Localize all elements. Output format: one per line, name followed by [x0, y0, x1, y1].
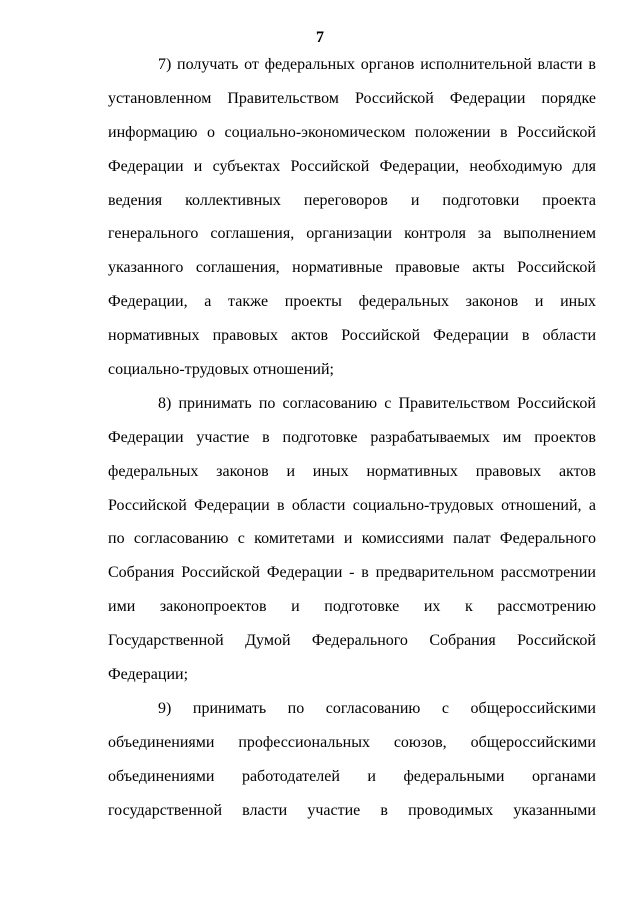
- word: федеральных: [108, 462, 199, 480]
- word: в: [588, 56, 596, 73]
- word: объединениями: [108, 767, 215, 785]
- word: их: [423, 598, 441, 616]
- word: Собрания: [108, 564, 175, 582]
- word: по: [287, 699, 305, 717]
- word: 7): [158, 56, 172, 73]
- text-line: [108, 556, 596, 590]
- word: переговоров: [303, 191, 388, 209]
- word: генерального: [108, 225, 199, 243]
- word: Российской: [517, 394, 596, 412]
- word: и: [343, 530, 353, 548]
- word: комиссиями: [361, 530, 444, 548]
- word: Федерального: [499, 530, 596, 548]
- word: правовых: [212, 327, 278, 345]
- word: правовых: [475, 462, 542, 480]
- word: нормативных: [366, 462, 458, 480]
- paragraph: [108, 48, 596, 387]
- text-line: [108, 116, 596, 150]
- word: в: [380, 801, 388, 819]
- word: с: [441, 699, 449, 717]
- word: Федерации: [266, 564, 343, 582]
- word: нормативных: [108, 327, 200, 345]
- text-line: [108, 217, 596, 251]
- word: Российской: [517, 123, 596, 141]
- word: рассмотрении: [500, 564, 596, 582]
- word: социально-трудовых: [352, 496, 494, 514]
- word: соглашения,: [210, 225, 295, 243]
- text-line: [108, 455, 596, 489]
- word: федеральных: [358, 293, 449, 311]
- word: работодателей: [241, 767, 340, 785]
- text-line: [108, 48, 596, 82]
- word: союзов,: [393, 733, 447, 751]
- text-line: [108, 387, 596, 421]
- word: ведения: [108, 191, 163, 209]
- text-line: [108, 82, 596, 116]
- word: Думой: [245, 632, 291, 650]
- word: к: [464, 598, 473, 616]
- word: субъектах: [212, 157, 281, 175]
- text-line: [108, 285, 596, 319]
- text-line: [108, 726, 596, 760]
- word: информацию: [108, 123, 198, 141]
- word: проекты: [284, 293, 342, 311]
- text-line: [108, 624, 596, 658]
- word: контроля: [404, 225, 466, 243]
- word: организации: [306, 225, 393, 243]
- word: от: [244, 56, 259, 73]
- word: Российской: [108, 496, 187, 514]
- word: проектов: [534, 428, 596, 446]
- word: участие: [307, 801, 361, 819]
- word: принимать: [192, 699, 267, 717]
- paragraph: [108, 692, 596, 828]
- word: за: [477, 225, 492, 243]
- word: Российской: [354, 89, 434, 107]
- text-line: [108, 760, 596, 794]
- text-line: социально-трудовых отношений;: [108, 361, 334, 379]
- word: также: [228, 293, 269, 311]
- word: общероссийскими: [470, 733, 596, 751]
- text-line: [108, 692, 596, 726]
- word: для: [572, 157, 596, 175]
- word: порядке: [541, 89, 596, 107]
- word: в: [361, 564, 369, 582]
- word: исполнительной: [420, 56, 532, 73]
- word: установленном: [108, 89, 212, 107]
- word: получать: [177, 56, 239, 73]
- word: Собрания: [429, 632, 496, 650]
- text-line: [108, 421, 596, 455]
- word: выполнением: [503, 225, 596, 243]
- word: власти: [537, 56, 583, 73]
- word: подготовке: [324, 598, 400, 616]
- text-line: [108, 150, 596, 184]
- word: Российской: [517, 259, 596, 277]
- word: Федерации,: [108, 293, 188, 311]
- word: иных: [312, 462, 349, 480]
- word: федеральными: [403, 767, 505, 785]
- word: 8): [158, 394, 172, 412]
- word: объединениями: [108, 733, 215, 751]
- word: Правительством: [398, 394, 510, 412]
- word: ими: [108, 598, 136, 616]
- text-line: [108, 184, 596, 218]
- word: участие: [196, 428, 250, 446]
- word: законов: [465, 293, 519, 311]
- word: иных: [560, 293, 596, 311]
- word: области: [542, 327, 596, 345]
- word: и: [534, 293, 544, 311]
- word: принимать: [178, 394, 252, 412]
- word: о: [206, 123, 215, 141]
- word: предварительном: [375, 564, 494, 582]
- word: в: [521, 327, 530, 345]
- word: государственной: [108, 801, 223, 819]
- document-body: [108, 48, 596, 827]
- word: подготовке: [282, 428, 358, 446]
- word: федеральных: [264, 56, 355, 73]
- word: отношений,: [501, 496, 582, 514]
- word: Государственной: [108, 632, 224, 650]
- word: в: [277, 496, 285, 514]
- word: нормативные: [292, 259, 383, 277]
- word: Федерации: [108, 428, 184, 446]
- text-line: Федерации;: [108, 666, 189, 684]
- word: Правительством: [227, 89, 339, 107]
- word: общероссийскими: [470, 699, 596, 717]
- word: и: [291, 598, 300, 616]
- word: Федерации: [194, 496, 270, 514]
- word: Федерального: [311, 632, 408, 650]
- text-line: [108, 251, 596, 285]
- text-line: [108, 489, 596, 523]
- word: Федерации: [433, 327, 509, 345]
- word: указанного: [108, 259, 184, 277]
- word: подготовки: [442, 191, 520, 209]
- word: законов: [216, 462, 269, 480]
- word: законопроектов: [159, 598, 267, 616]
- word: и: [367, 767, 376, 785]
- word: Федерации: [449, 89, 526, 107]
- word: актов: [558, 462, 596, 480]
- page-number: 7: [316, 29, 324, 46]
- word: и: [410, 191, 420, 209]
- text-line: [108, 590, 596, 624]
- text-line: [108, 794, 596, 828]
- word: власти: [242, 801, 288, 819]
- word: соглашения,: [195, 259, 280, 277]
- word: 9): [158, 699, 172, 717]
- word: проекта: [542, 191, 596, 209]
- text-line: [108, 522, 596, 556]
- word: Федерации,: [379, 157, 460, 175]
- word: положении: [414, 123, 491, 141]
- word: с: [384, 394, 392, 412]
- word: необходимую: [469, 157, 563, 175]
- word: Федерации: [108, 157, 184, 175]
- word: Российской: [517, 632, 596, 650]
- word: коллективных: [185, 191, 281, 209]
- word: рассмотрению: [497, 598, 596, 616]
- word: по: [258, 394, 276, 412]
- word: акты: [472, 259, 505, 277]
- word: а: [204, 293, 212, 311]
- word: с: [237, 530, 245, 548]
- word: согласованию: [133, 530, 229, 548]
- paragraph: [108, 387, 596, 692]
- word: разрабатываемых: [370, 428, 490, 446]
- word: правовые: [395, 259, 460, 277]
- word: профессиональных: [238, 733, 370, 751]
- word: -: [349, 564, 355, 582]
- word: согласованию: [325, 699, 421, 717]
- word: проводимых: [408, 801, 494, 819]
- word: Российской: [290, 157, 370, 175]
- word: в: [262, 428, 270, 446]
- word: области: [291, 496, 346, 514]
- word: актов: [291, 327, 329, 345]
- word: указанными: [513, 801, 596, 819]
- word: и: [193, 157, 203, 175]
- word: и: [286, 462, 295, 480]
- word: а: [588, 496, 596, 514]
- word: палат: [453, 530, 491, 548]
- text-line: [108, 319, 596, 353]
- word: по: [108, 530, 125, 548]
- word: органами: [531, 767, 596, 785]
- word: комитетами: [254, 530, 335, 548]
- word: Российской: [181, 564, 261, 582]
- word: в: [500, 123, 508, 141]
- word: социально-экономическом: [224, 123, 406, 141]
- word: согласованию: [282, 394, 378, 412]
- word: Российской: [341, 327, 421, 345]
- word: им: [502, 428, 522, 446]
- word: органов: [360, 56, 415, 73]
